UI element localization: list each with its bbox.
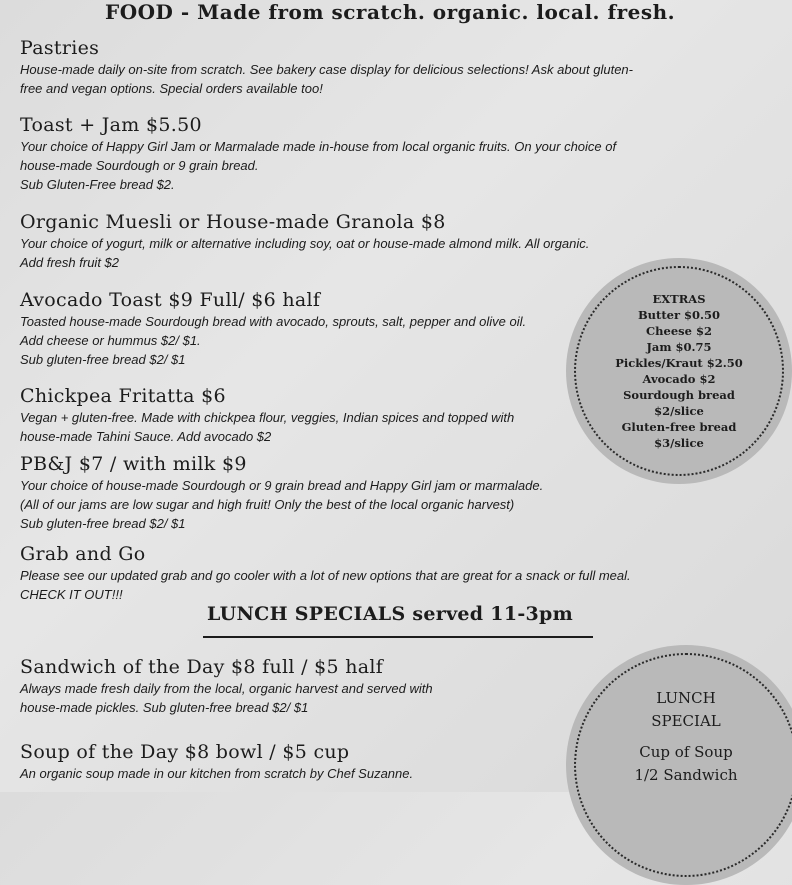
- item-title: Toast + Jam $5.50: [20, 114, 202, 136]
- extras-line: $2/slice: [654, 404, 704, 418]
- extras-badge: [566, 258, 792, 484]
- lunch-special-heading: SPECIAL: [651, 712, 721, 730]
- item-title: PB&J $7 / with milk $9: [20, 453, 247, 475]
- desc-line: Please see our updated grab and go cooler with a lot of new options that are great for a snack or full meal.: [20, 568, 631, 583]
- item-title: Avocado Toast $9 Full/ $6 half: [20, 289, 321, 311]
- lunch-special-badge: [566, 645, 792, 885]
- lunch-special-heading: LUNCH: [656, 689, 716, 707]
- item-title: Organic Muesli or House-made Granola $8: [20, 211, 446, 233]
- item-title: Sandwich of the Day $8 full / $5 half: [20, 656, 384, 678]
- menu-item-grab-and-go: [20, 542, 631, 604]
- item-description: [20, 60, 633, 98]
- extras-line: Cheese $2: [646, 324, 712, 338]
- desc-line: An organic soup made in our kitchen from scratch by Chef Suzanne.: [20, 766, 414, 781]
- extras-line: Sourdough bread: [623, 388, 735, 402]
- desc-line: Add cheese or hummus $2/ $1.: [20, 333, 201, 348]
- item-description: [20, 764, 413, 783]
- item-title: Grab and Go: [20, 543, 146, 565]
- item-description: [20, 312, 526, 369]
- extras-line: $3/slice: [654, 436, 704, 450]
- item-title: Pastries: [20, 37, 100, 59]
- section-divider: [203, 636, 593, 638]
- menu-item-muesli-granola: [20, 210, 589, 272]
- item-description: [20, 679, 433, 717]
- item-description: [20, 476, 543, 533]
- desc-line: House-made daily on-site from scratch. See bakery case display for delicious selections! Ask about gluten-: [20, 62, 633, 77]
- menu-item-sandwich-of-the-day: [20, 655, 433, 717]
- item-title: Chickpea Fritatta $6: [20, 385, 226, 407]
- item-description: [20, 234, 589, 272]
- desc-line: house-made Sourdough or 9 grain bread.: [20, 158, 259, 173]
- desc-line: Your choice of yogurt, milk or alternative including soy, oat or house-made almond milk. All organic.: [20, 236, 590, 251]
- menu-item-chickpea-fritatta: [20, 384, 514, 446]
- extras-line: Butter $0.50: [637, 308, 721, 322]
- extras-heading: EXTRAS: [652, 292, 706, 306]
- desc-line: Toasted house-made Sourdough bread with avocado, sprouts, salt, pepper and olive oil.: [20, 314, 527, 329]
- lunch-special-line: 1/2 Sandwich: [634, 766, 738, 784]
- desc-line: Always made fresh daily from the local, organic harvest and served with: [20, 681, 433, 696]
- menu-item-avocado-toast: [20, 288, 526, 369]
- desc-line: house-made pickles. Sub gluten-free bread $2/ $1: [20, 700, 309, 715]
- desc-line: Sub gluten-free bread $2/ $1: [20, 352, 186, 367]
- extras-line: Avocado $2: [642, 372, 716, 386]
- extras-line: Jam $0.75: [646, 340, 712, 354]
- desc-line: house-made Tahini Sauce. Add avocado $2: [20, 429, 272, 444]
- lunch-section-title: LUNCH SPECIALS served 11-3pm: [207, 603, 574, 625]
- desc-line: Your choice of Happy Girl Jam or Marmalade made in-house from local organic fruits. On your choice of: [20, 139, 617, 154]
- desc-line: CHECK IT OUT!!!: [20, 587, 123, 602]
- item-description: [20, 408, 514, 446]
- item-title: Soup of the Day $8 bowl / $5 cup: [20, 741, 350, 763]
- item-description: [20, 566, 631, 604]
- desc-line: Add fresh fruit $2: [20, 255, 119, 270]
- desc-line: Your choice of house-made Sourdough or 9 grain bread and Happy Girl jam or marmalade.: [20, 478, 544, 493]
- menu-item-pbj: [20, 452, 543, 533]
- menu-item-toast-jam: [20, 113, 616, 194]
- extras-line: Gluten-free bread: [621, 420, 737, 434]
- desc-line: Vegan + gluten-free. Made with chickpea flour, veggies, Indian spices and topped with: [20, 410, 515, 425]
- lunch-special-line: Cup of Soup: [639, 743, 733, 761]
- menu-header: FOOD - Made from scratch. organic. local. fresh.: [105, 0, 676, 24]
- desc-line: Sub Gluten-Free bread $2.: [20, 177, 175, 192]
- menu-item-pastries: [20, 36, 633, 98]
- desc-line: free and vegan options. Special orders available too!: [20, 81, 323, 96]
- desc-line: Sub gluten-free bread $2/ $1: [20, 516, 186, 531]
- item-description: [20, 137, 616, 194]
- desc-line: (All of our jams are low sugar and high fruit! Only the best of the local organic harvest): [20, 497, 515, 512]
- extras-line: Pickles/Kraut $2.50: [615, 356, 743, 370]
- menu-item-soup-of-the-day: [20, 740, 413, 783]
